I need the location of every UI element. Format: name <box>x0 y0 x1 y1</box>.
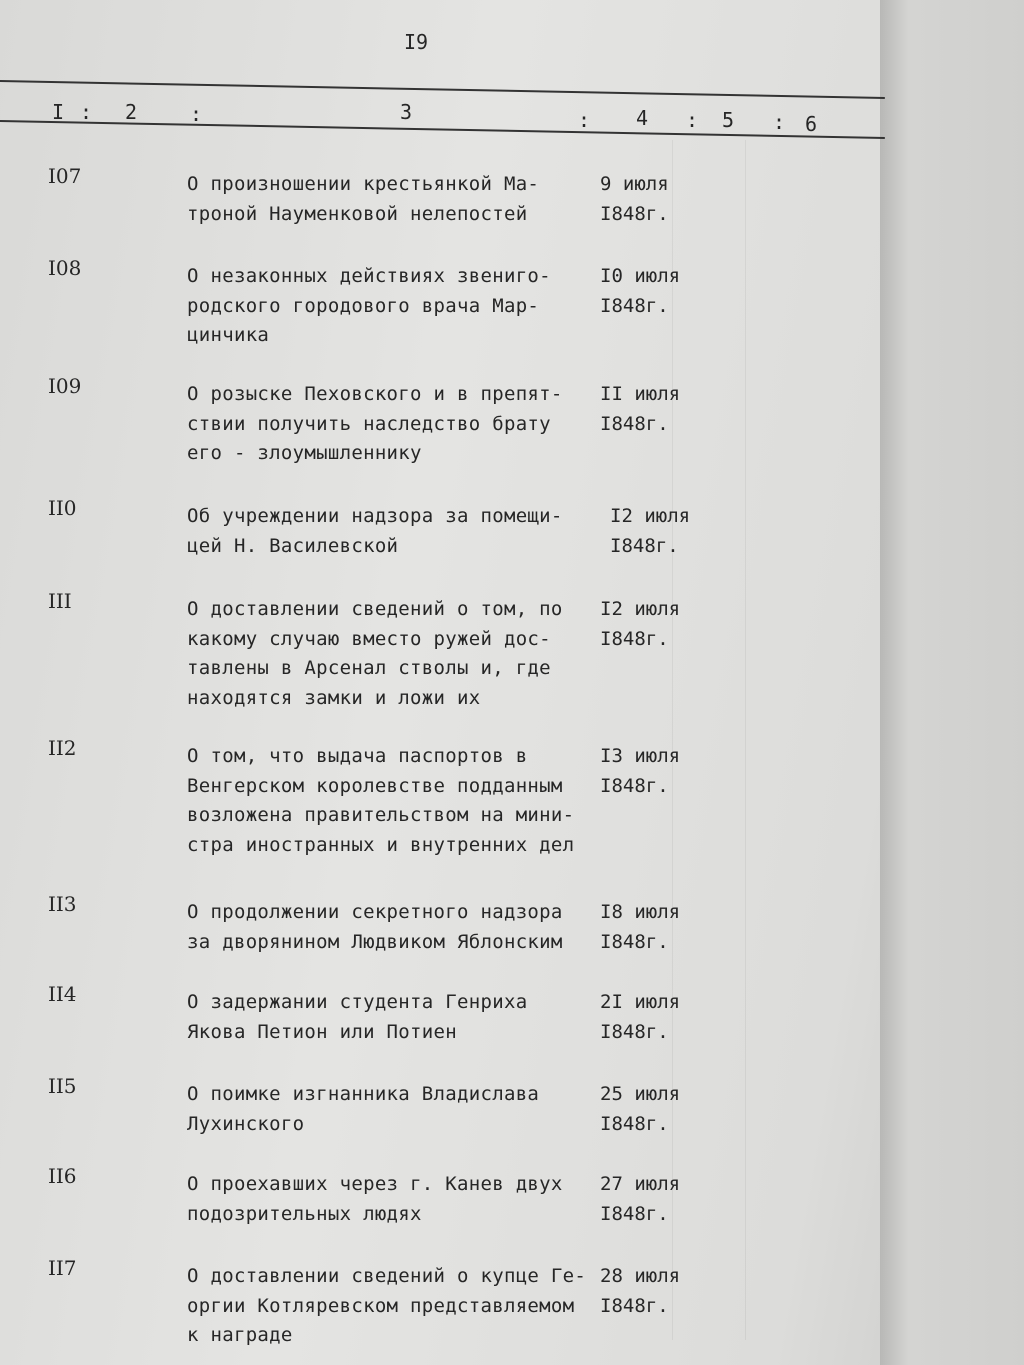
date-line: II июля <box>600 383 681 405</box>
title-line: возложена правительством на мини- <box>187 804 575 826</box>
row-date <box>610 502 690 561</box>
row-title <box>187 502 563 561</box>
date-line: I848г. <box>600 1294 669 1317</box>
date-line: 25 июля <box>600 1083 681 1105</box>
column-separator: : <box>773 110 786 134</box>
row-title <box>187 170 539 229</box>
title-line: О поимке изгнанника Владислава <box>187 1083 540 1105</box>
title-line: Якова Петион или Потиен <box>187 1020 457 1043</box>
row-number: I09 <box>48 374 82 398</box>
date-line: 28 июля <box>600 1265 681 1287</box>
page-number: I9 <box>404 30 429 54</box>
row-title <box>187 380 563 469</box>
date-line: I848г. <box>600 774 669 797</box>
row-number: II0 <box>48 496 77 520</box>
date-line: I848г. <box>600 1202 669 1225</box>
row-title <box>187 1262 586 1351</box>
title-line: какому случаю вместо ружей дос- <box>187 627 551 650</box>
title-line: ствии получить наследство брату <box>187 412 551 435</box>
title-line: Венгерском королевстве подданным <box>187 774 563 797</box>
row-date <box>600 170 669 229</box>
page-edge-shadow <box>880 0 1024 1365</box>
title-line: родского городового врача Мар- <box>187 294 540 317</box>
column-header-label: 6 <box>805 112 818 136</box>
row-date <box>600 1080 680 1139</box>
title-line: троной Науменковой нелепостей <box>187 202 528 225</box>
title-line: цей Н. Василевской <box>187 534 399 557</box>
row-date <box>600 898 680 957</box>
date-line: I848г. <box>600 1020 669 1043</box>
row-date <box>600 742 680 801</box>
title-line: цинчика <box>187 324 270 346</box>
row-number: I07 <box>48 164 82 188</box>
date-line: I2 июля <box>600 598 681 620</box>
date-line: I848г. <box>600 627 669 650</box>
date-line: I848г. <box>600 202 669 225</box>
row-title <box>187 742 574 860</box>
title-line: О задержании студента Генриха <box>187 991 528 1013</box>
row-title <box>187 595 563 713</box>
column-separator: : <box>686 108 699 132</box>
date-line: I848г. <box>600 412 669 435</box>
title-line: О доставлении сведений о том, по <box>187 598 563 620</box>
title-line: О том, что выдача паспортов в <box>187 745 528 767</box>
title-line: подозрительных людях <box>187 1202 422 1225</box>
column-separator: : <box>190 102 203 126</box>
column-guide <box>745 140 746 1340</box>
row-number: II3 <box>48 892 77 916</box>
date-line: I0 июля <box>600 265 681 287</box>
row-date <box>600 595 680 654</box>
title-line: О незаконных действиях звениго- <box>187 265 551 287</box>
row-number: II6 <box>48 1164 77 1188</box>
row-number: I08 <box>48 256 82 280</box>
row-title <box>187 262 551 351</box>
row-date <box>600 1262 680 1321</box>
title-line: Лухинского <box>187 1112 305 1135</box>
column-separator: : <box>80 100 93 124</box>
row-date <box>600 262 680 321</box>
title-line: О доставлении сведений о купце Ге- <box>187 1265 587 1287</box>
column-header-label: I <box>52 100 65 124</box>
date-line: I3 июля <box>600 745 681 767</box>
title-line: О продолжении секретного надзора <box>187 901 563 923</box>
title-line: оргии Котляревском представляемом <box>187 1294 575 1317</box>
date-line: I848г. <box>600 294 669 317</box>
title-line: О проехавших через г. Канев двух <box>187 1173 563 1195</box>
title-line: к награде <box>187 1324 293 1346</box>
title-line: О произношении крестьянкой Ма- <box>187 173 540 195</box>
column-header-label: 3 <box>400 100 413 124</box>
title-line: за дворянином Людвиком Яблонским <box>187 930 563 953</box>
row-title <box>187 1170 563 1229</box>
column-header-label: 2 <box>125 100 138 124</box>
date-line: 2I июля <box>600 991 681 1013</box>
column-header-label: 5 <box>722 108 735 132</box>
row-title <box>187 1080 539 1139</box>
date-line: 27 июля <box>600 1173 681 1195</box>
row-title <box>187 988 527 1047</box>
header-top-rule <box>0 80 885 99</box>
date-line: I2 июля <box>610 505 691 527</box>
date-line: 9 июля <box>600 173 669 195</box>
date-line: I8 июля <box>600 901 681 923</box>
date-line: I848г. <box>600 1112 669 1135</box>
row-date <box>600 988 680 1047</box>
title-line: стра иностранных и внутренних дел <box>187 833 575 856</box>
row-number: II5 <box>48 1074 77 1098</box>
row-date <box>600 1170 680 1229</box>
title-line: его - злоумышленнику <box>187 442 422 464</box>
row-title <box>187 898 563 957</box>
date-line: I848г. <box>600 930 669 953</box>
date-line: I848г. <box>610 534 679 557</box>
column-header-label: 4 <box>636 106 649 130</box>
column-separator: : <box>578 108 591 132</box>
row-number: II2 <box>48 736 77 760</box>
row-number: III <box>48 589 72 613</box>
row-date <box>600 380 680 439</box>
title-line: тавлены в Арсенал стволы и, где <box>187 657 551 679</box>
title-line: Об учреждении надзора за помещи- <box>187 505 563 527</box>
row-number: II7 <box>48 1256 77 1280</box>
title-line: находятся замки и ложи их <box>187 686 481 709</box>
row-number: II4 <box>48 982 77 1006</box>
title-line: О розыске Пеховского и в препят- <box>187 383 563 405</box>
